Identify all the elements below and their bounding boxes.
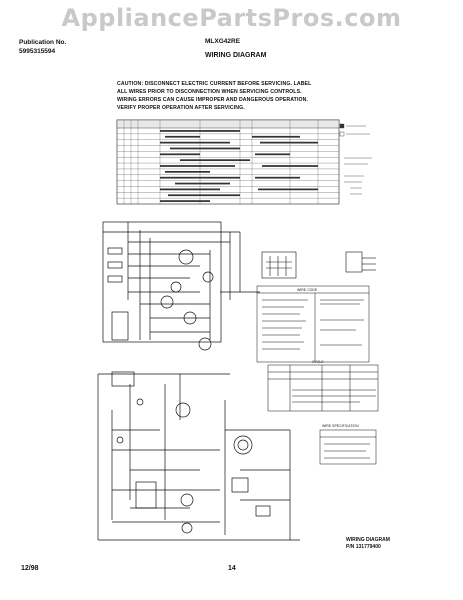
chart-timing-bar	[160, 165, 235, 167]
chart-timing-bar	[168, 194, 240, 196]
chart-timing-bar	[160, 153, 200, 155]
publication-number: 5995315594	[19, 48, 56, 55]
wire-spec-title: WIRE SPECIFICATION	[322, 424, 359, 428]
page-title: WIRING DIAGRAM	[205, 52, 267, 59]
chart-timing-bar	[260, 142, 318, 144]
chart-timing-bar	[255, 177, 300, 179]
model-number: MLXG42RE	[205, 38, 241, 45]
chart-timing-bar	[160, 189, 220, 191]
watermark-logo: AppliancePartsPros.com	[61, 4, 402, 32]
motor-box	[262, 252, 296, 278]
chart-timing-bar	[165, 136, 200, 138]
chart-timing-bar	[175, 183, 230, 185]
upper-schematic	[103, 222, 260, 350]
lower-schematic	[98, 372, 300, 540]
caution-line-2: ALL WIRES PRIOR TO DISCONNECTION WHEN SERVICING CONTROLS.	[117, 89, 302, 95]
timer-legend	[340, 124, 372, 194]
chart-timing-bar	[160, 200, 210, 202]
chart-timing-bar	[160, 130, 240, 132]
chart-timing-bar	[165, 171, 210, 173]
caution-line-1: CAUTION: DISCONNECT ELECTRIC CURRENT BEFORE SERVICING. LABEL	[117, 81, 312, 87]
cycle-title: CYCLE	[312, 360, 324, 364]
chart-timing-bar	[160, 177, 240, 179]
chart-timing-bar	[160, 142, 230, 144]
wire-spec-table	[320, 430, 376, 464]
chart-timing-bar	[255, 153, 290, 155]
chart-timing-bar	[262, 165, 318, 167]
cycle-table	[268, 365, 378, 411]
footer-date: 12/98	[21, 565, 39, 572]
wire-code-table	[257, 286, 369, 362]
chart-timing-bar	[258, 189, 318, 191]
terminal-block	[346, 252, 376, 272]
chart-timing-bar	[180, 159, 250, 161]
diagram-reference-line-1: WIRING DIAGRAM	[346, 537, 390, 543]
footer-page: 14	[228, 565, 236, 572]
caution-line-4: VERIFY PROPER OPERATION AFTER SERVICING.	[117, 105, 245, 111]
chart-timing-bar	[170, 148, 240, 150]
diagram-reference-line-2: P/N 131779400	[346, 544, 381, 550]
publication-label: Publication No.	[19, 39, 67, 46]
caution-line-3: WIRING ERRORS CAN CAUSE IMPROPER AND DANGEROUS OPERATION.	[117, 97, 309, 103]
wire-code-title: WIRE CODE	[297, 288, 318, 292]
diagram-reference	[346, 537, 390, 551]
timer-chart	[117, 120, 339, 204]
chart-timing-bar	[252, 136, 300, 138]
